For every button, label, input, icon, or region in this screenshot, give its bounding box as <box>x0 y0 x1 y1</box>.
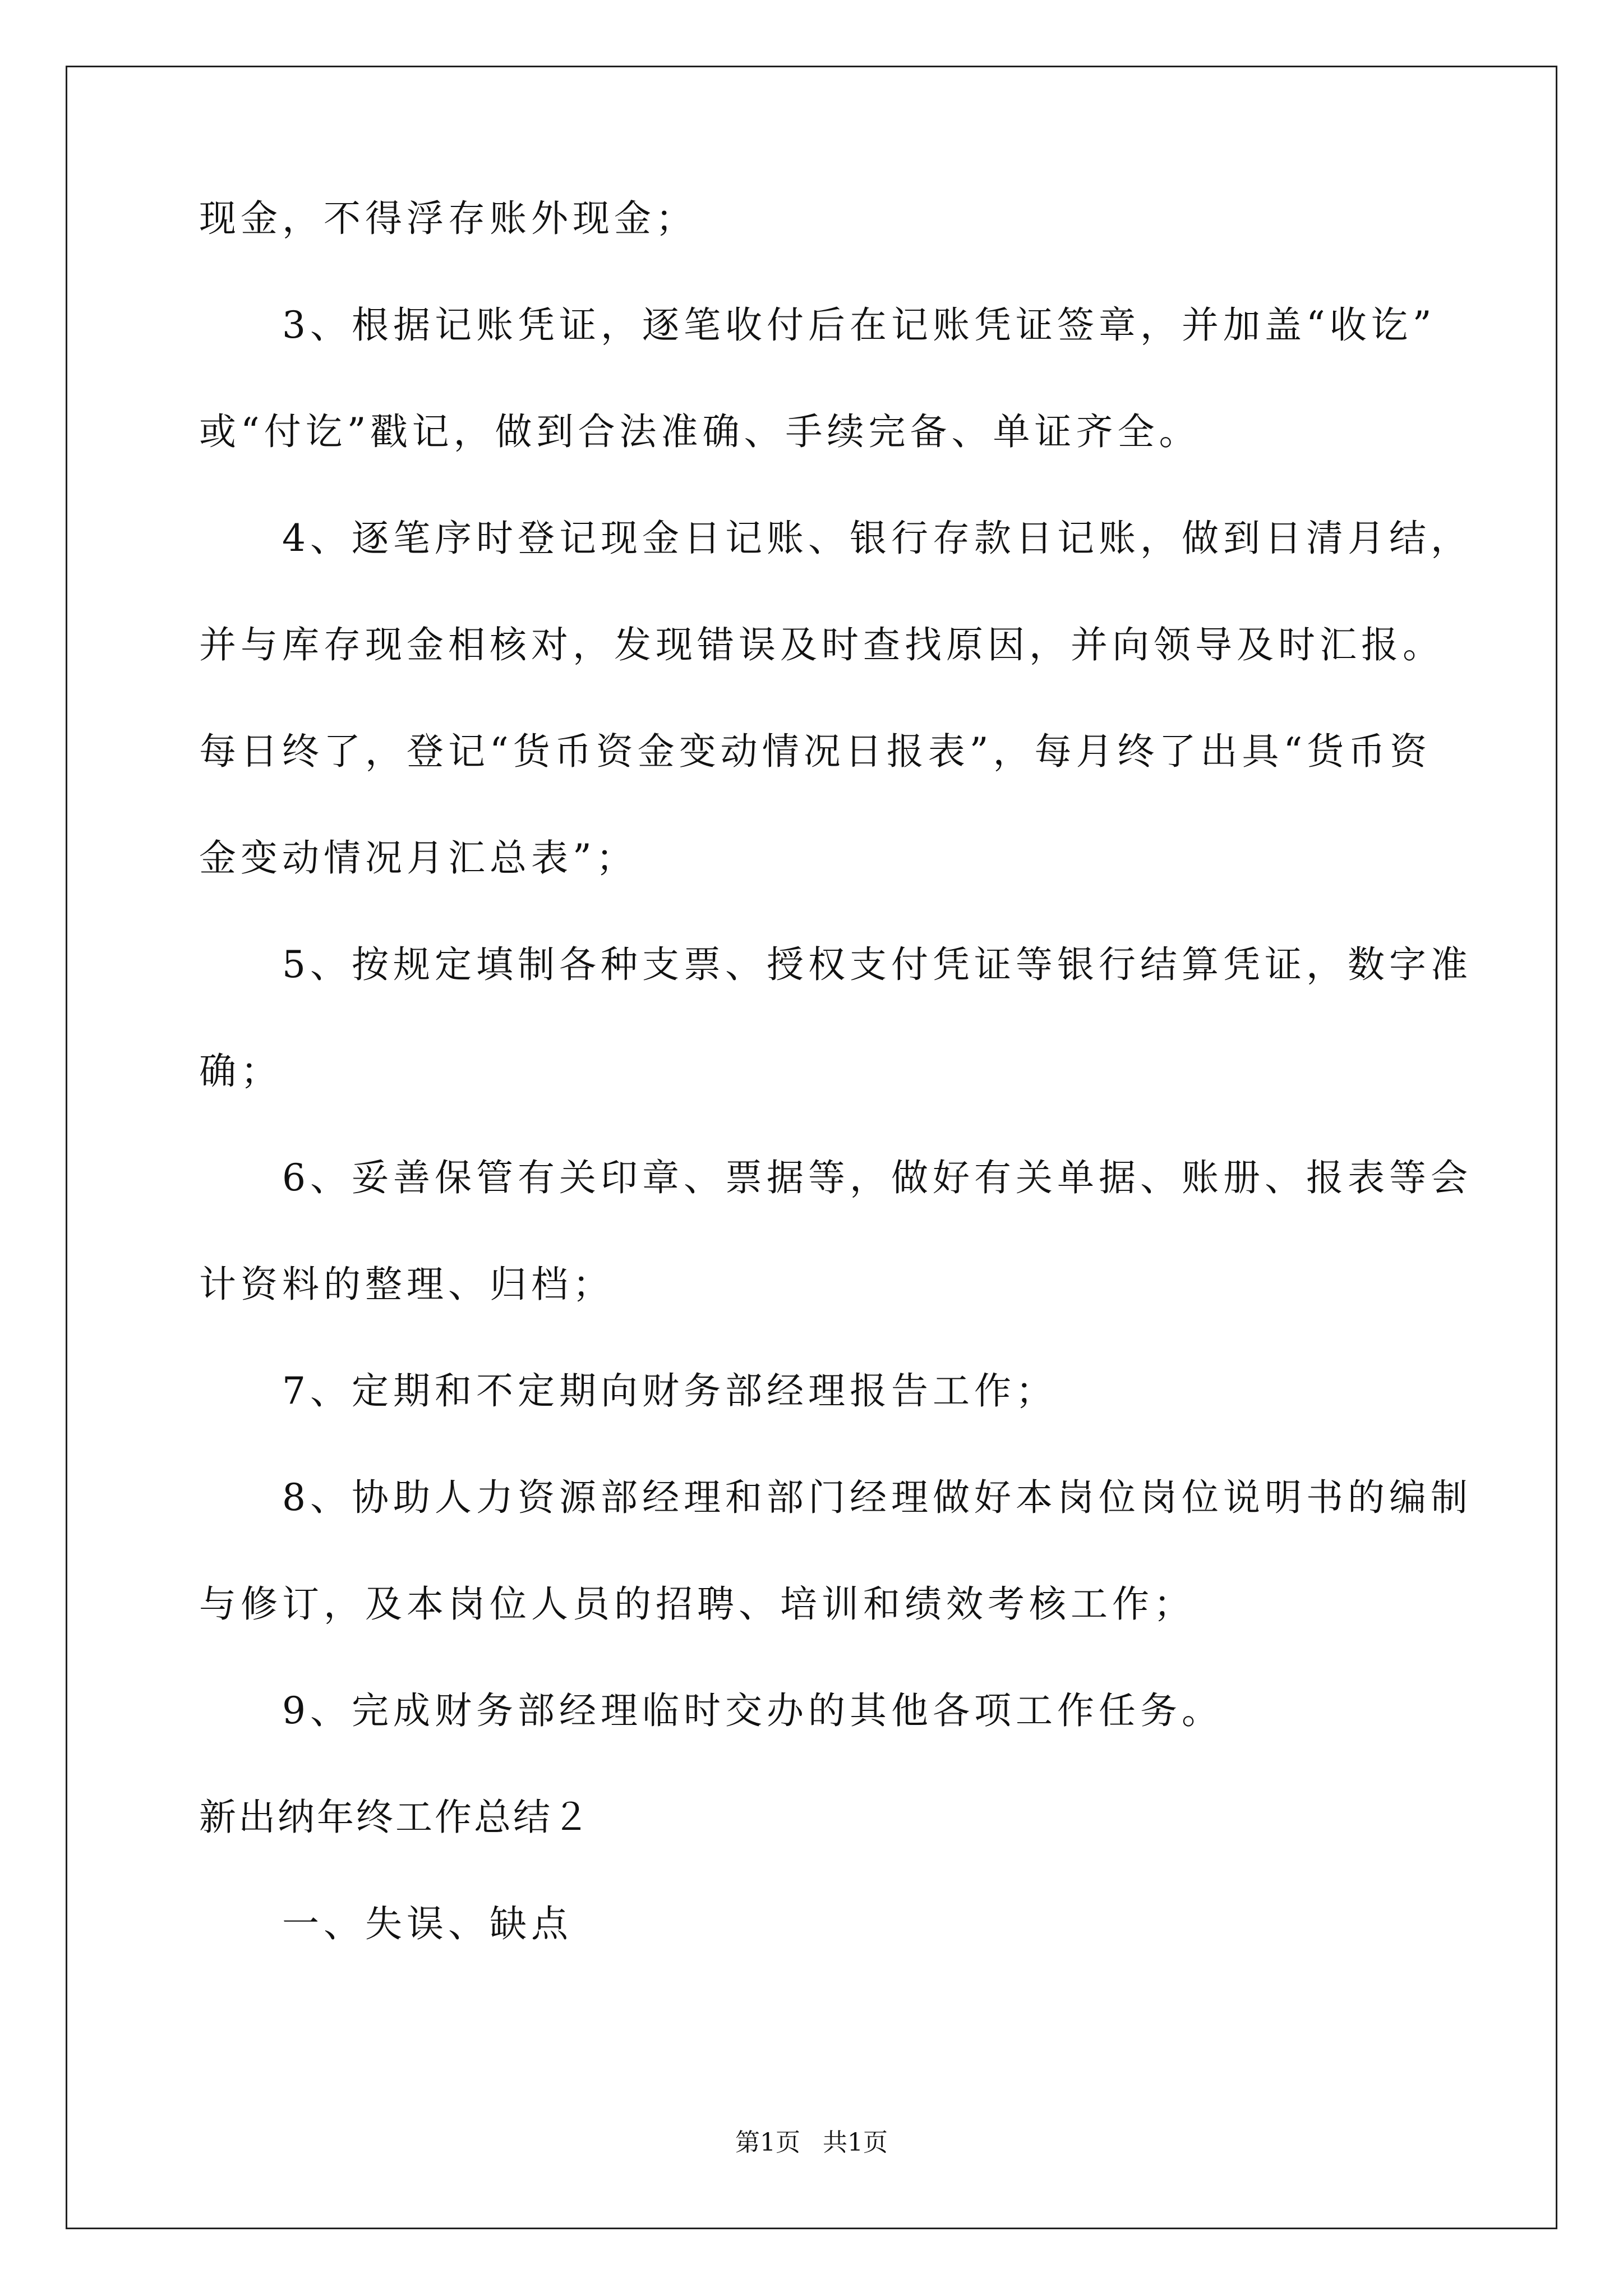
text-line: 9、完成财务部经理临时交办的其他各项工作任务。 <box>282 1689 1223 1732</box>
text-line: 计资料的整理、归档； <box>199 1263 614 1306</box>
text-line: 5、按规定填制各种支票、授权支付凭证等银行结算凭证，数字准 <box>282 943 1472 986</box>
text-line: 3、根据记账凭证，逐笔收付后在记账凭证签章，并加盖“收讫” <box>282 303 1436 347</box>
text-line: 或“付讫”戳记，做到合法准确、手续完备、单证齐全。 <box>199 410 1201 453</box>
text-line: 6、妥善保管有关印章、票据等，做好有关单据、账册、报表等会 <box>282 1156 1472 1199</box>
text-line: 7、定期和不定期向财务部经理报告工作； <box>282 1369 1057 1412</box>
page-number: 第1页 <box>735 2128 800 2157</box>
page-total: 共1页 <box>823 2128 888 2157</box>
section-heading: 一、失误、缺点 <box>282 1902 573 1945</box>
page-footer <box>0 2126 1623 2160</box>
text-line: 确； <box>199 1050 282 1093</box>
section-title: 新出纳年终工作总结２ <box>199 1796 592 1839</box>
text-line: 与修订，及本岗位人员的招聘、培训和绩效考核工作； <box>199 1582 1195 1626</box>
text-line: 现金，不得浮存账外现金； <box>199 197 697 240</box>
text-line: 8、协助人力资源部经理和部门经理做好本岗位岗位说明书的编制 <box>282 1476 1472 1519</box>
text-line: 金变动情况月汇总表”； <box>199 836 638 880</box>
text-line: 并与库存现金相核对，发现错误及时查找原因，并向领导及时汇报。 <box>199 623 1444 666</box>
text-line: 每日终了，登记“货币资金变动情况日报表”，每月终了出具“货币资 <box>199 730 1432 773</box>
text-line: 4、逐笔序时登记现金日记账、银行存款日记账，做到日清月结， <box>282 517 1472 560</box>
